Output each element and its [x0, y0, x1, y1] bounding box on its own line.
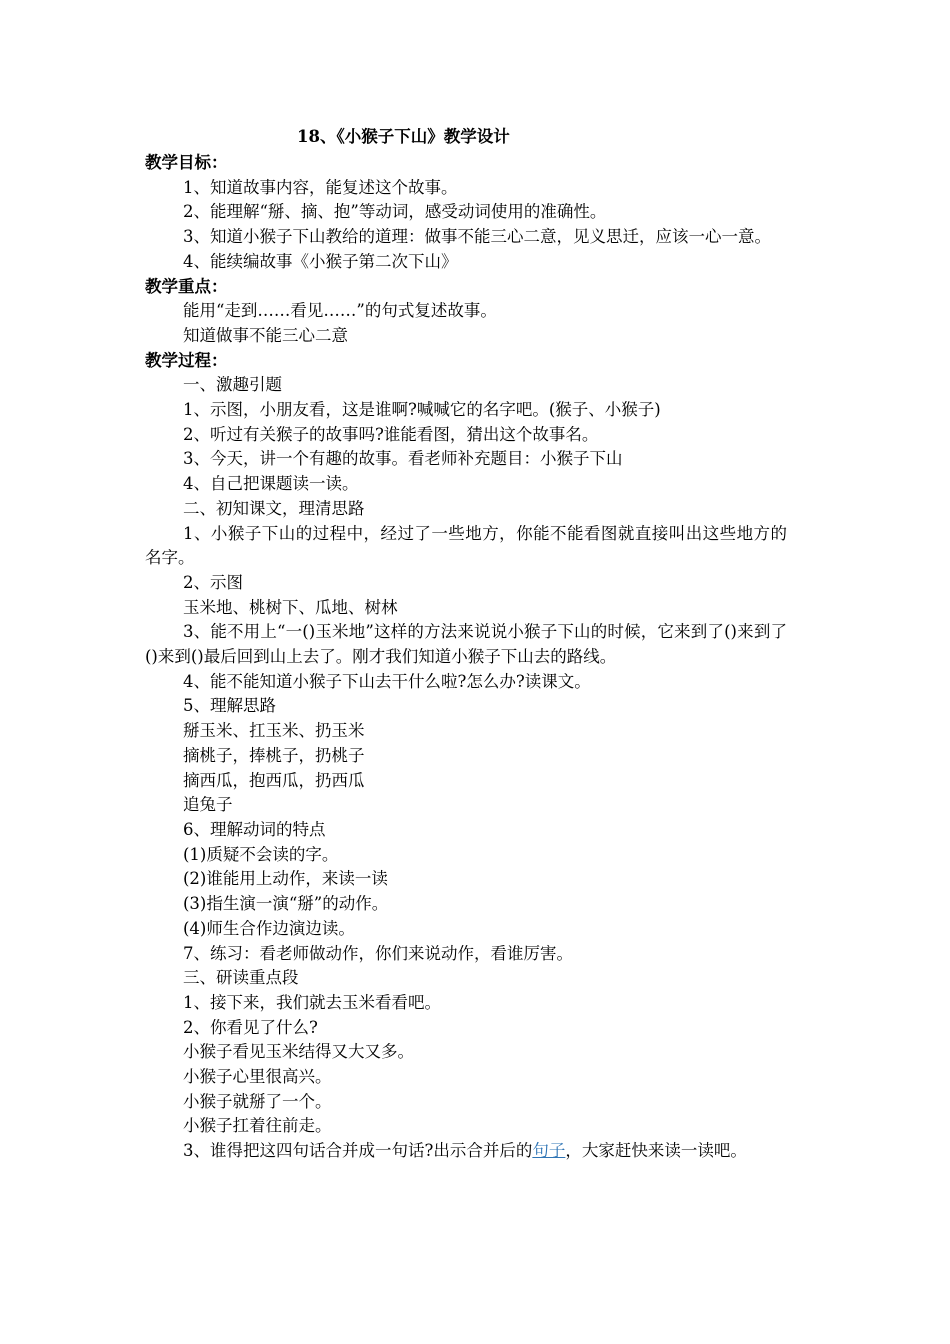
section-heading-process: 教学过程：: [145, 350, 228, 370]
paragraph: 4、能续编故事《小猴子第二次下山》: [183, 251, 458, 271]
paragraph-last: [145, 1139, 787, 1164]
paragraph: 小猴子看见玉米结得又大又多。: [183, 1042, 414, 1062]
paragraph: 掰玉米、扛玉米、扔玉米: [183, 721, 365, 741]
paragraph: 玉米地、桃树下、瓜地、树林: [183, 597, 398, 617]
section-heading-objectives: 教学目标：: [145, 153, 228, 172]
paragraph: 1、小猴子下山的过程中，经过了一些地方，你能不能看图就直接叫出这些地方的名字。: [145, 523, 787, 568]
paragraph: 1、知道故事内容，能复述这个故事。: [183, 177, 458, 197]
paragraph: 知道做事不能三心二意: [183, 325, 348, 345]
paragraph: (2)谁能用上动作，来读一读: [183, 869, 388, 889]
paragraph: 三、研读重点段: [183, 968, 299, 988]
paragraph: 小猴子心里很高兴。: [183, 1067, 332, 1087]
paragraph: 一、激趣引题: [183, 375, 282, 395]
paragraph: 5、理解思路: [183, 696, 276, 716]
paragraph: 2、示图: [183, 572, 243, 592]
section-key-points: [145, 275, 787, 349]
paragraph: (3)指生演一演“掰”的动作。: [183, 894, 389, 914]
section-heading-key-points: 教学重点：: [145, 276, 228, 296]
paragraph: 6、理解动词的特点: [183, 819, 326, 839]
paragraph: 4、自己把课题读一读。: [183, 474, 359, 494]
paragraph: 3、今天，讲一个有趣的故事。看老师补充题目：小猴子下山: [183, 449, 623, 469]
section-objectives: [145, 151, 787, 275]
sentence-link[interactable]: 句子: [532, 1141, 566, 1161]
paragraph: 摘桃子，捧桃子，扔桃子: [183, 745, 365, 765]
paragraph: 小猴子就掰了一个。: [183, 1091, 332, 1111]
document-page: [145, 124, 787, 1164]
document-title: 18、《小猴子下山》教学设计: [297, 127, 510, 146]
paragraph: (4)师生合作边演边读。: [183, 918, 355, 938]
paragraph: 1、示图，小朋友看，这是谁啊?喊喊它的名字吧。(猴子、小猴子): [183, 400, 661, 420]
paragraph: 2、听过有关猴子的故事吗?谁能看图，猜出这个故事名。: [183, 424, 599, 444]
paragraph: 7、练习：看老师做动作，你们来说动作，看谁厉害。: [183, 943, 573, 963]
paragraph: 4、能不能知道小猴子下山去干什么啦?怎么办?读课文。: [183, 671, 591, 691]
paragraph: 追兔子: [183, 795, 233, 815]
paragraph: 二、初知课文，理清思路: [183, 498, 365, 518]
paragraph: 能用“走到……看见……”的句式复述故事。: [183, 301, 497, 321]
paragraph: 小猴子扛着往前走。: [183, 1116, 332, 1136]
paragraph-text: ，大家赶快来读一读吧。: [565, 1141, 747, 1161]
paragraph: 2、你看见了什么?: [183, 1017, 318, 1037]
paragraph: 摘西瓜，抱西瓜，扔西瓜: [183, 770, 365, 790]
paragraph: 1、接下来，我们就去玉米看看吧。: [183, 992, 441, 1012]
paragraph-text: 3、谁得把这四句话合并成一句话?出示合并后的: [183, 1141, 533, 1161]
paragraph: 3、知道小猴子下山教给的道理：做事不能三心二意，见义思迁，应该一心一意。: [183, 227, 771, 247]
paragraph: 2、能理解“掰、摘、抱”等动词，感受动词使用的准确性。: [183, 202, 607, 222]
paragraph: (1)质疑不会读的字。: [183, 844, 339, 864]
paragraph: 3、能不用上“一()玉米地”这样的方法来说说小猴子下山的时候，它来到了()来到了()来到()最后回到山上去了。刚才我们知道小猴子下山去的路线。: [145, 622, 787, 667]
section-process: [145, 349, 787, 1164]
